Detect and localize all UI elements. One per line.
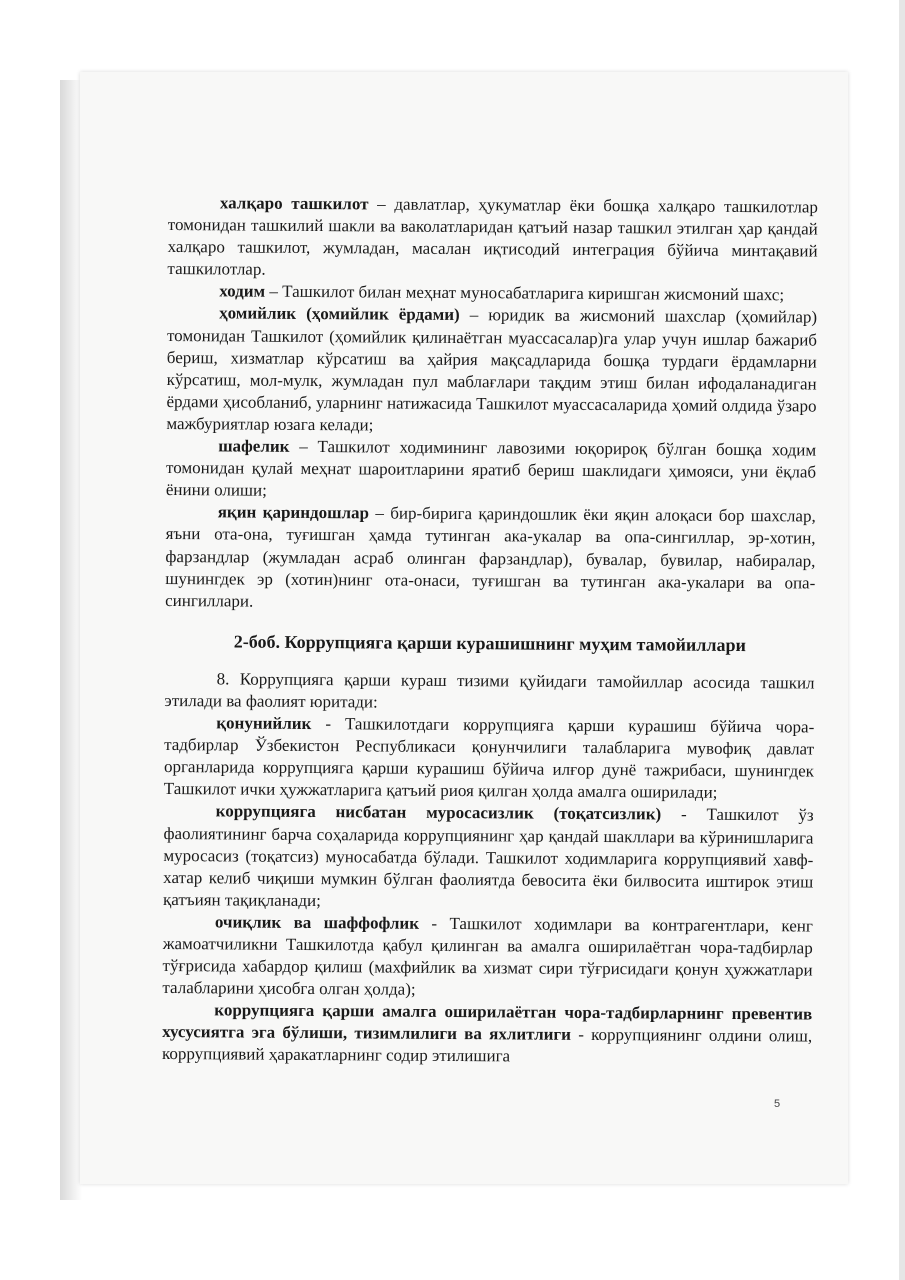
principle-term: коррупцияга нисбатан муросасизлик (тоқатсизлик) bbox=[215, 801, 662, 824]
definition-text: – бир-бирига қариндошлик ёки яқин алоқаси бор шахслар, яъни ота-она, туғишган ҳамда тутинган ака-укалар ва опа-сингиллар, эр-хотин, фарзандлар (жумладан асраб олинган фарзандлар), бувалар, бувилар, набиралар, шунингдек эр (хотин)нинг ота-онаси, туғишган ва тутинган ака-укалари ва опа-сингиллари. bbox=[165, 503, 816, 611]
chapter-heading: 2-боб. Коррупцияга қарши курашишнинг муҳим тамойиллари bbox=[233, 631, 747, 655]
definition-term: шафелик bbox=[218, 436, 290, 456]
definition-text: – Ташкилот ходимининг лавозими юқорироқ бўлган бошқа ходим томонидан қулай меҳнат шароитларини яратиб бериш шаклидаги ҳимояси, уни ёқлаб ёнини олиши; bbox=[165, 436, 817, 500]
definition-paragraph bbox=[166, 435, 816, 506]
definition-term: ҳомийлик (ҳомийлик ёрдами) bbox=[219, 303, 460, 325]
intro-paragraph: 8. Коррупцияга қарши кураш тизими қуйидаги тамойиллар асосида ташкил этилади ва фаолият юритади: bbox=[164, 669, 815, 712]
definition-paragraph bbox=[165, 501, 816, 616]
definition-text: – давлатлар, ҳукуматлар ёки бошқа халқаро ташкилотлар томонидан ташкилий шакли ва ваколатларидан қатъий назар ташкил этилган ҳар қандай халқаро ташкилот, жумладан, масалан иқтисодий интеграция бўйича минтақавий ташкилотлар. bbox=[167, 194, 818, 279]
page-number: 5 bbox=[774, 1098, 781, 1110]
principle-term: қонунийлик bbox=[216, 713, 312, 734]
page-right-edge bbox=[899, 0, 905, 1280]
principle-paragraph bbox=[164, 712, 815, 805]
principle-paragraph bbox=[162, 911, 813, 1004]
principle-text: - Ташкилот ўз фаолиятининг барча соҳаларида коррупциянинг ҳар қандай шакллари ва кўринишларига муросасиз (тоқатсиз) муносабатда бўлади. Ташкилот ходимларига коррупциявий хавф-хатар келиб чиқиши мумкин бўлган фаолиятда бевосита ёки билвосита иштирок этиш қатъиян тақиқланади; bbox=[162, 804, 814, 910]
principle-text: - коррупциянинг олдини олиш, коррупциявий ҳаракатларнинг содир этилишига bbox=[161, 1025, 813, 1066]
principle-text: - Ташкилотдаги коррупцияга қарши курашиш бўйича чора-тадбирлар Ўзбекистон Республикаси қонунчилиги талабларига мувофиқ давлат органларида коррупцияга қарши курашиш бўйича илғор дунё тажрибаси, шунингдек Ташкилот ички ҳужжатларига қатъий риоя қилган ҳолда амалга оширилади; bbox=[163, 714, 815, 803]
principle-paragraph bbox=[162, 999, 812, 1070]
document-body bbox=[162, 192, 818, 1070]
page-left-shadow bbox=[60, 80, 82, 1200]
definition-paragraph bbox=[166, 302, 817, 439]
definition-paragraph bbox=[167, 192, 818, 285]
definition-term: яқин қариндошлар bbox=[217, 502, 370, 523]
definition-term: ходим bbox=[219, 281, 266, 302]
definition-text: – юридик ва жисмоний шахслар (ҳомийлар) томонидан Ташкилот (ҳомийлик қилинаётган муассасалар)га улар учун ишлар бажариб бериш, хизматлар кўрсатиш ва ҳайрия мақсадларида бошқа турдаги ёрдамларни кўрсатиш, мол-мулк, жумладан пул маблағлари тақдим этиш билан ифодаланадиган ёрдами ҳисобланиб, уларнинг натижасида Ташкилот муассасаларида ҳомий олдида ўзаро мажбуриятлар юзага келади; bbox=[166, 305, 818, 435]
principle-term: коррупцияга қарши амалга оширилаётган чора-тадбирларнинг превентив хусусиятга эга бўлиши, тизимлилиги ва яхлитлиги bbox=[162, 1000, 813, 1045]
definition-text: – Ташкилот билан меҳнат муносабатларига киришган жисмоний шахс; bbox=[265, 282, 785, 305]
principle-text: - Ташкилот ходимлари ва контрагентлари, кенг жамоатчиликни Ташкилотда қабул қилинган ва амалга оширилаётган чора-тадбирлар тўғрисида хабардор қилиш (махфийлик ва хизмат сири тўғрисидаги қонун ҳужжатлари талабларини ҳисобга олган ҳолда); bbox=[162, 913, 813, 999]
definition-term: халқаро ташкилот bbox=[219, 193, 369, 214]
principle-term: очиқлик ва шаффофлик bbox=[214, 912, 420, 933]
principle-paragraph bbox=[163, 800, 814, 915]
